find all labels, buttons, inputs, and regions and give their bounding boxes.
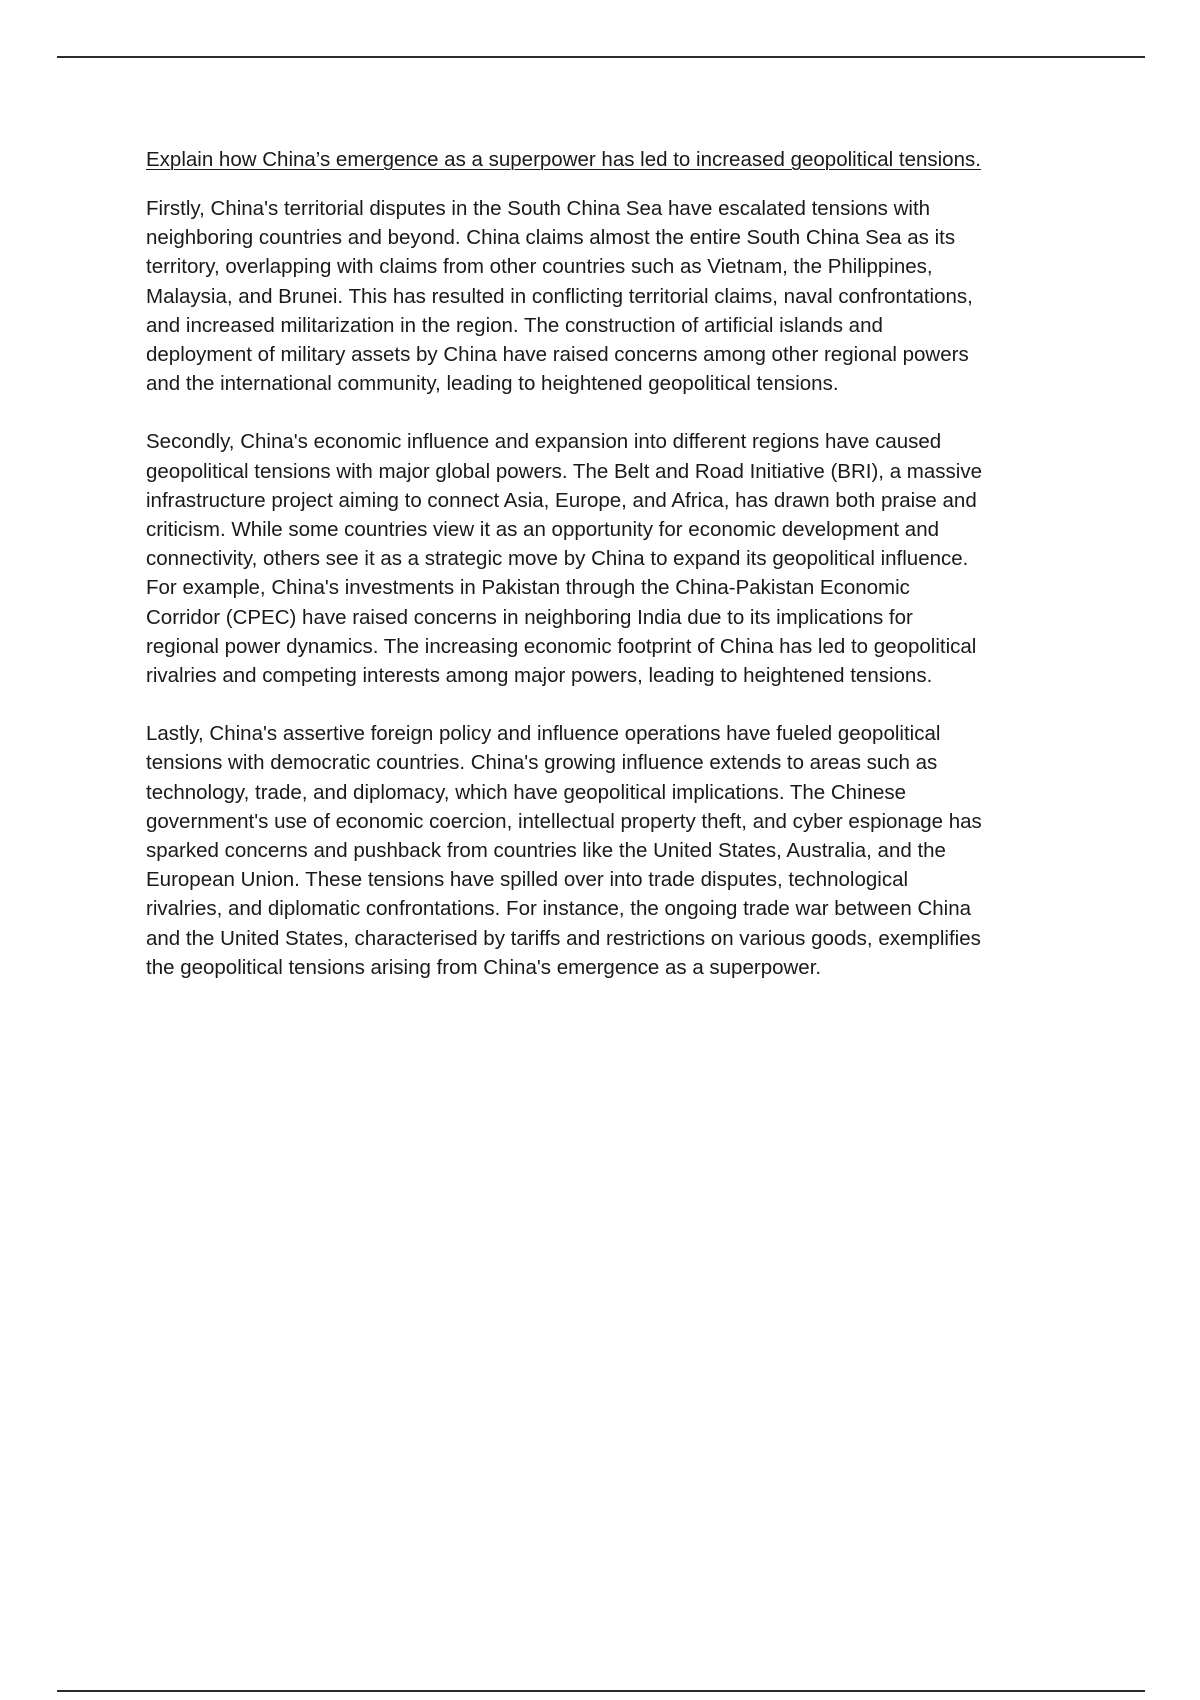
text-line: tensions with democratic countries. China's growing influence extends to areas such as [146,751,938,775]
top-divider [57,56,1145,58]
text-line: the geopolitical tensions arising from China's emergence as a superpower. [146,955,822,979]
paragraph-economic-influence [146,427,1066,690]
text-line: sparked concerns and pushback from countries like the United States, Australia, and the [146,839,946,863]
text-line: technology, trade, and diplomacy, which have geopolitical implications. The Chinese [146,780,907,804]
text-line: infrastructure project aiming to connect Asia, Europe, and Africa, has drawn both praise and [146,488,977,512]
text-line: geopolitical tensions with major global powers. The Belt and Road Initiative (BRI), a massive [146,459,982,483]
text-line: European Union. These tensions have spilled over into trade disputes, technological [146,868,909,892]
text-line: and increased militarization in the region. The construction of artificial islands and [146,313,883,337]
paragraph-foreign-policy [146,719,1066,982]
text-line: Firstly, China's territorial disputes in the South China Sea have escalated tensions with [146,197,931,220]
text-line: For example, China's investments in Pakistan through the China-Pakistan Economic [146,576,910,600]
document-body [146,145,1066,1011]
text-line: Malaysia, and Brunei. This has resulted in conflicting territorial claims, naval confrontations, [146,284,973,308]
text-line: connectivity, others see it as a strategic move by China to expand its geopolitical influence. [146,547,969,571]
text-line: government's use of economic coercion, intellectual property theft, and cyber espionage has [146,809,982,833]
text-line: neighboring countries and beyond. China claims almost the entire South China Sea as its [146,226,956,250]
text-line: Lastly, China's assertive foreign policy and influence operations have fueled geopolitical [146,722,941,746]
bottom-divider [57,1690,1145,1692]
text-line: criticism. While some countries view it as an opportunity for economic development and [146,518,940,542]
text-line: Secondly, China's economic influence and expansion into different regions have caused [146,430,942,454]
text-line: and the international community, leading to heightened geopolitical tensions. [146,372,839,396]
paragraph-territorial-disputes [146,194,1066,398]
text-line: rivalries, and diplomatic confrontations. For instance, the ongoing trade war between China [146,897,972,921]
text-line: deployment of military assets by China have raised concerns among other regional powers [146,343,969,367]
text-line: Corridor (CPEC) have raised concerns in neighboring India due to its implications for [146,605,913,629]
text-line: territory, overlapping with claims from other countries such as Vietnam, the Philippines, [146,255,933,279]
essay-question-heading: Explain how China’s emergence as a superpower has led to increased geopolitical tensions. [146,148,981,171]
text-line: regional power dynamics. The increasing economic footprint of China has led to geopolitical [146,634,977,658]
text-line: rivalries and competing interests among major powers, leading to heightened tensions. [146,664,933,688]
text-line: and the United States, characterised by tariffs and restrictions on various goods, exemplifies [146,926,981,950]
